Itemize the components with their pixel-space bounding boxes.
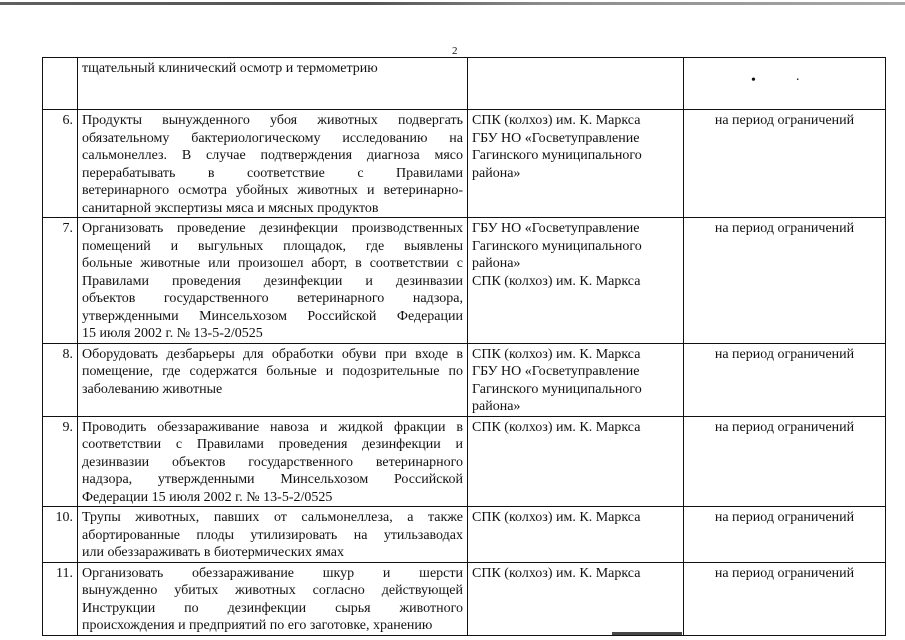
measure-line: санитарной экспертизы мяса и мясных продуктов (82, 200, 379, 216)
scan-edge-top (0, 2, 905, 5)
measure-line: 15 июля 2002 г. № 13-5-2/0525 (82, 326, 263, 341)
execution-term: на период ограничений (684, 507, 886, 563)
responsible-line: ГБУ НО «Госветуправление (472, 364, 640, 379)
measure-text (78, 58, 468, 110)
page-number: 2 (452, 45, 458, 57)
responsible-line: Гагинского муниципального (472, 148, 642, 163)
measure-line: тщательный клинический осмотр и термометрию (82, 61, 378, 76)
measure-text (78, 507, 468, 563)
measure-line: сальмонеллез. В случае подтверждения диагноза мясо (82, 148, 463, 163)
measure-line: или обеззараживать в биотермических ямах (82, 545, 344, 560)
scan-edge-bottom (612, 632, 682, 635)
measure-line: заболеванию животные (82, 381, 223, 397)
measure-line: Оборудовать дезбарьеры для обработки обуви при входе в (82, 346, 463, 362)
measure-line: происхождения и предприятий по его заготовке, хранению (82, 618, 433, 633)
execution-term: на период ограничений (684, 110, 886, 218)
measure-line: вынужденно убитых животных согласно действующей (82, 583, 463, 598)
measure-line: Продукты вынужденного убоя животных подвергать (82, 113, 463, 128)
measure-line: помещений и выгульных площадок, где выявлены (82, 238, 463, 254)
row-number (43, 58, 78, 110)
measure-line: Трупы животных, павших от сальмонеллеза, а также (82, 510, 463, 525)
responsible-line: Гагинского муниципального (472, 381, 642, 397)
responsible-party (468, 562, 684, 635)
row-number: 10. (43, 507, 78, 563)
row-number: 7. (43, 218, 78, 344)
measure-line: Организовать проведение дезинфекции производственных (82, 221, 463, 236)
responsible-line: ГБУ НО «Госветуправление (472, 130, 640, 146)
measures-table (42, 57, 886, 636)
measure-text (78, 416, 468, 507)
execution-term: на период ограничений (684, 416, 886, 507)
table-row (43, 58, 886, 110)
responsible-line: района» (472, 165, 521, 181)
table-row (43, 218, 886, 344)
execution-term: на период ограничений (684, 343, 886, 416)
responsible-party (468, 218, 684, 344)
measure-line: надзора, утвержденными Минсельхозом Российской (82, 472, 463, 487)
table-row (43, 343, 886, 416)
measure-line: Федерации 15 июля 2002 г. № 13-5-2/0525 (82, 489, 333, 505)
row-number: 11. (43, 562, 78, 635)
responsible-line: района» (472, 399, 521, 414)
responsible-line: СПК (колхоз) им. К. Маркса (472, 565, 641, 581)
measure-text (78, 562, 468, 635)
measure-line: Правилами проведения дезинфекции и дезинвазии (82, 273, 463, 289)
responsible-line: СПК (колхоз) им. К. Маркса (472, 419, 641, 435)
table-row (43, 562, 886, 635)
measure-line: абортированные плоды утилизировать на утильзаводах (82, 527, 463, 543)
measure-line: Инструкции по дезинфекции сырья животного (82, 600, 463, 616)
measure-line: помещение, где содержатся больные и подозрительные по (82, 364, 463, 379)
measure-line: Организовать обеззараживание шкур и шерсти (82, 565, 463, 581)
responsible-line: СПК (колхоз) им. К. Маркса (472, 113, 641, 128)
responsible-party (468, 416, 684, 507)
measure-line: утвержденными Минсельхозом Российской Федерации (82, 308, 463, 324)
measure-line: ветеринарного осмотра убойных животных и ветеринарно- (82, 183, 463, 198)
row-number: 9. (43, 416, 78, 507)
measure-line: Проводить обеззараживание навоза и жидкой фракции в (82, 419, 463, 435)
responsible-party (468, 58, 684, 110)
responsible-line: Гагинского муниципального (472, 238, 642, 254)
row-number: 8. (43, 343, 78, 416)
measure-line: обязательному бактериологическому исследованию на (82, 130, 463, 146)
responsible-line: ГБУ НО «Госветуправление (472, 221, 640, 236)
responsible-line: района» (472, 256, 521, 271)
row-number: 6. (43, 110, 78, 218)
execution-term: на период ограничений (684, 218, 886, 344)
execution-term: на период ограничений (684, 562, 886, 635)
measure-text (78, 343, 468, 416)
measure-line: соответствии с Правилами проведения дезинфекции и (82, 437, 463, 452)
responsible-party (468, 507, 684, 563)
measure-line: объектов государственного ветеринарного надзора, (82, 291, 463, 306)
table-row (43, 507, 886, 563)
measure-text (78, 110, 468, 218)
table-row (43, 110, 886, 218)
table-row (43, 416, 886, 507)
responsible-line: СПК (колхоз) им. К. Маркса (472, 346, 641, 362)
measure-line: перерабатывать в соответствие с Правилами (82, 165, 463, 181)
execution-term (684, 58, 886, 110)
responsible-line: СПК (колхоз) им. К. Маркса (472, 273, 641, 289)
measure-line: дезинвазии объектов государственного ветеринарного (82, 454, 463, 470)
measure-text (78, 218, 468, 344)
responsible-party (468, 343, 684, 416)
responsible-line: СПК (колхоз) им. К. Маркса (472, 510, 641, 525)
scan-marks: • · (750, 73, 819, 88)
responsible-party (468, 110, 684, 218)
measure-line: больные животные или произошел аборт, в соответствии с (82, 256, 463, 271)
